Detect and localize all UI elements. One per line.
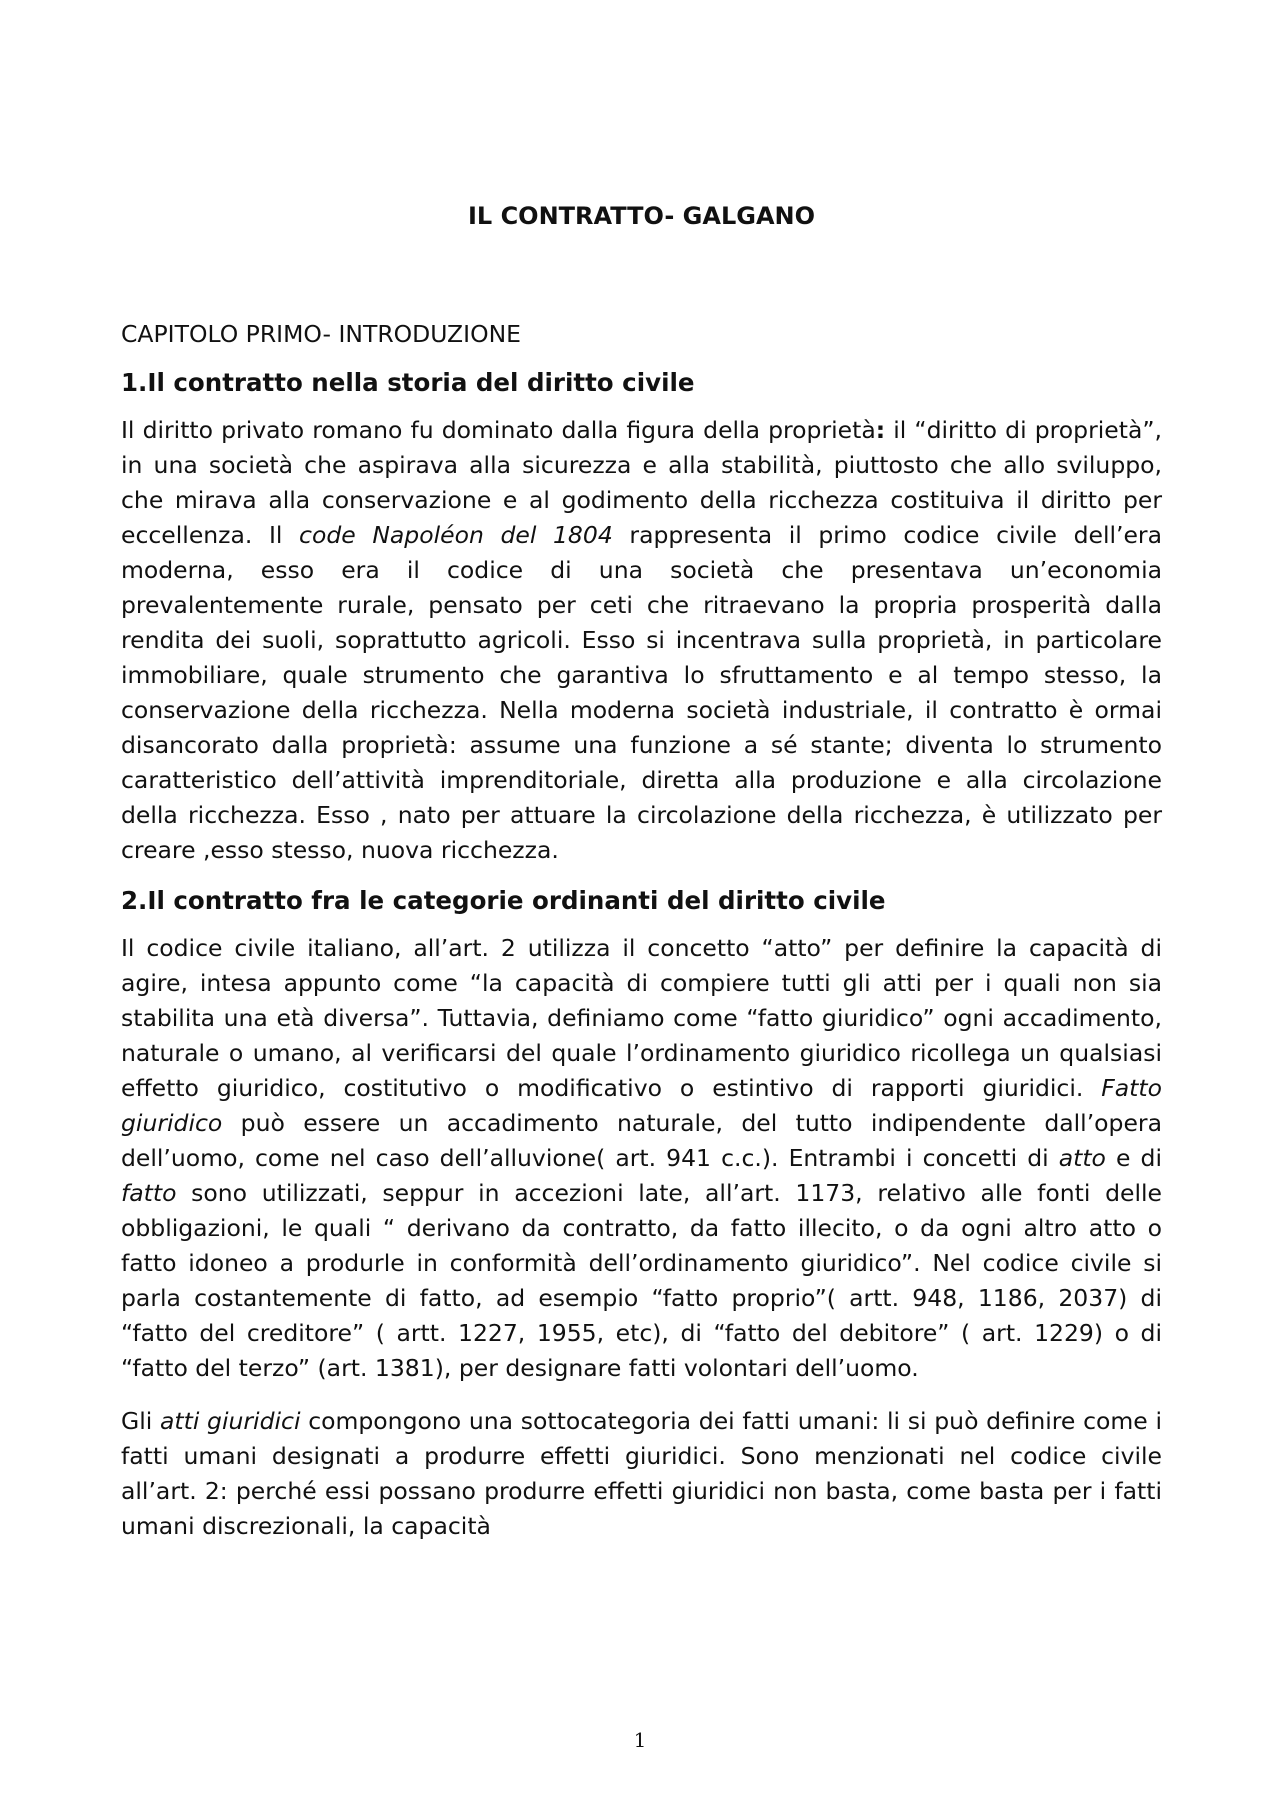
text-run: il “diritto di proprietà”, in una società che aspirava alla sicurezza e alla stabilità, piuttosto che allo sviluppo, che mirava alla conservazione e al godimento della ricchezza costituiva il diritto per eccellenza. Il	[121, 416, 1162, 549]
document-title: IL CONTRATTO- GALGANO	[467, 202, 816, 230]
italic-text-run: atti giuridici	[159, 1407, 301, 1435]
italic-text-run: fatto	[121, 1179, 177, 1207]
chapter-title: CAPITOLO PRIMO- INTRODUZIONE	[121, 320, 521, 348]
text-run: Il codice civile italiano, all’art. 2 utilizza il concetto “atto” per definire la capacità di agire, intesa appunto come “la capacità di compiere tutti gli atti per i quali non sia stabilita una età diversa”. Tuttavia, definiamo come “fatto giuridico” ogni accadimento, naturale o umano, al verificarsi del quale l’ordinamento giuridico ricollega un qualsiasi effetto giuridico, costitutivo o modificativo o estintivo di rapporti giuridici.	[121, 934, 1162, 1102]
section-2-heading: 2.Il contratto fra le categorie ordinanti del diritto civile	[121, 886, 886, 915]
text-run: e di	[1105, 1144, 1162, 1172]
text-run: può essere un accadimento naturale, del tutto indipendente dall’opera dell’uomo, come nel caso dell’alluvione( art. 941 c.c.). Entrambi i concetti di	[121, 1109, 1162, 1172]
text-run: sono utilizzati, seppur in accezioni late, all’art. 1173, relativo alle fonti delle obbligazioni, le quali “ derivano da contratto, da fatto illecito, o da ogni altro atto o fatto idoneo a produrle in conformità dell’ordinamento giuridico”. Nel codice civile si parla costantemente di fatto, ad esempio “fatto proprio”( artt. 948, 1186, 2037) di “fatto del creditore” ( artt. 1227, 1955, etc), di “fatto del debitore” ( art. 1229) o di “fatto del terzo” (art. 1381), per designare fatti volontari dell’uomo.	[121, 1179, 1162, 1382]
page-content	[121, 202, 1162, 1544]
section-1-heading: 1.Il contratto nella storia del diritto civile	[121, 368, 695, 397]
bold-text-run: :	[875, 416, 886, 444]
text-run: Gli	[121, 1407, 160, 1435]
italic-text-run: atto	[1058, 1144, 1106, 1172]
italic-text-run: Fatto giuridico	[121, 1074, 1162, 1137]
text-run: compongono una sottocategoria dei fatti umani: li si può definire come i fatti umani designati a produrre effetti giuridici. Sono menzionati nel codice civile all’art. 2: perché essi possano produrre effetti giuridici non basta, come basta per i fatti umani discrezionali, la capacità	[121, 1407, 1162, 1540]
section-2-paragraph-2	[121, 1404, 1162, 1544]
section-1-paragraph	[121, 413, 1162, 868]
text-run: rappresenta il primo codice civile dell’era moderna, esso era il codice di una società che presentava un’economia prevalentemente rurale, pensato per ceti che ritraevano la propria prosperità dalla rendita dei suoli, soprattutto agricoli. Esso si incentrava sulla proprietà, in particolare immobiliare, quale strumento che garantiva lo sfruttamento e al tempo stesso, la conservazione della ricchezza. Nella moderna società industriale, il contratto è ormai disancorato dalla proprietà: assume una funzione a sé stante; diventa lo strumento caratteristico dell’attività imprenditoriale, diretta alla produzione e alla circolazione della ricchezza. Esso , nato per attuare la circolazione della ricchezza, è utilizzato per creare ,esso stesso, nuova ricchezza.	[121, 521, 1162, 864]
page-number: 1	[633, 1728, 647, 1752]
text-run: Il diritto privato romano fu dominato dalla figura della proprietà	[121, 416, 876, 444]
italic-text-run: code Napoléon del 1804	[299, 521, 613, 549]
section-2-paragraph-1	[121, 931, 1162, 1386]
